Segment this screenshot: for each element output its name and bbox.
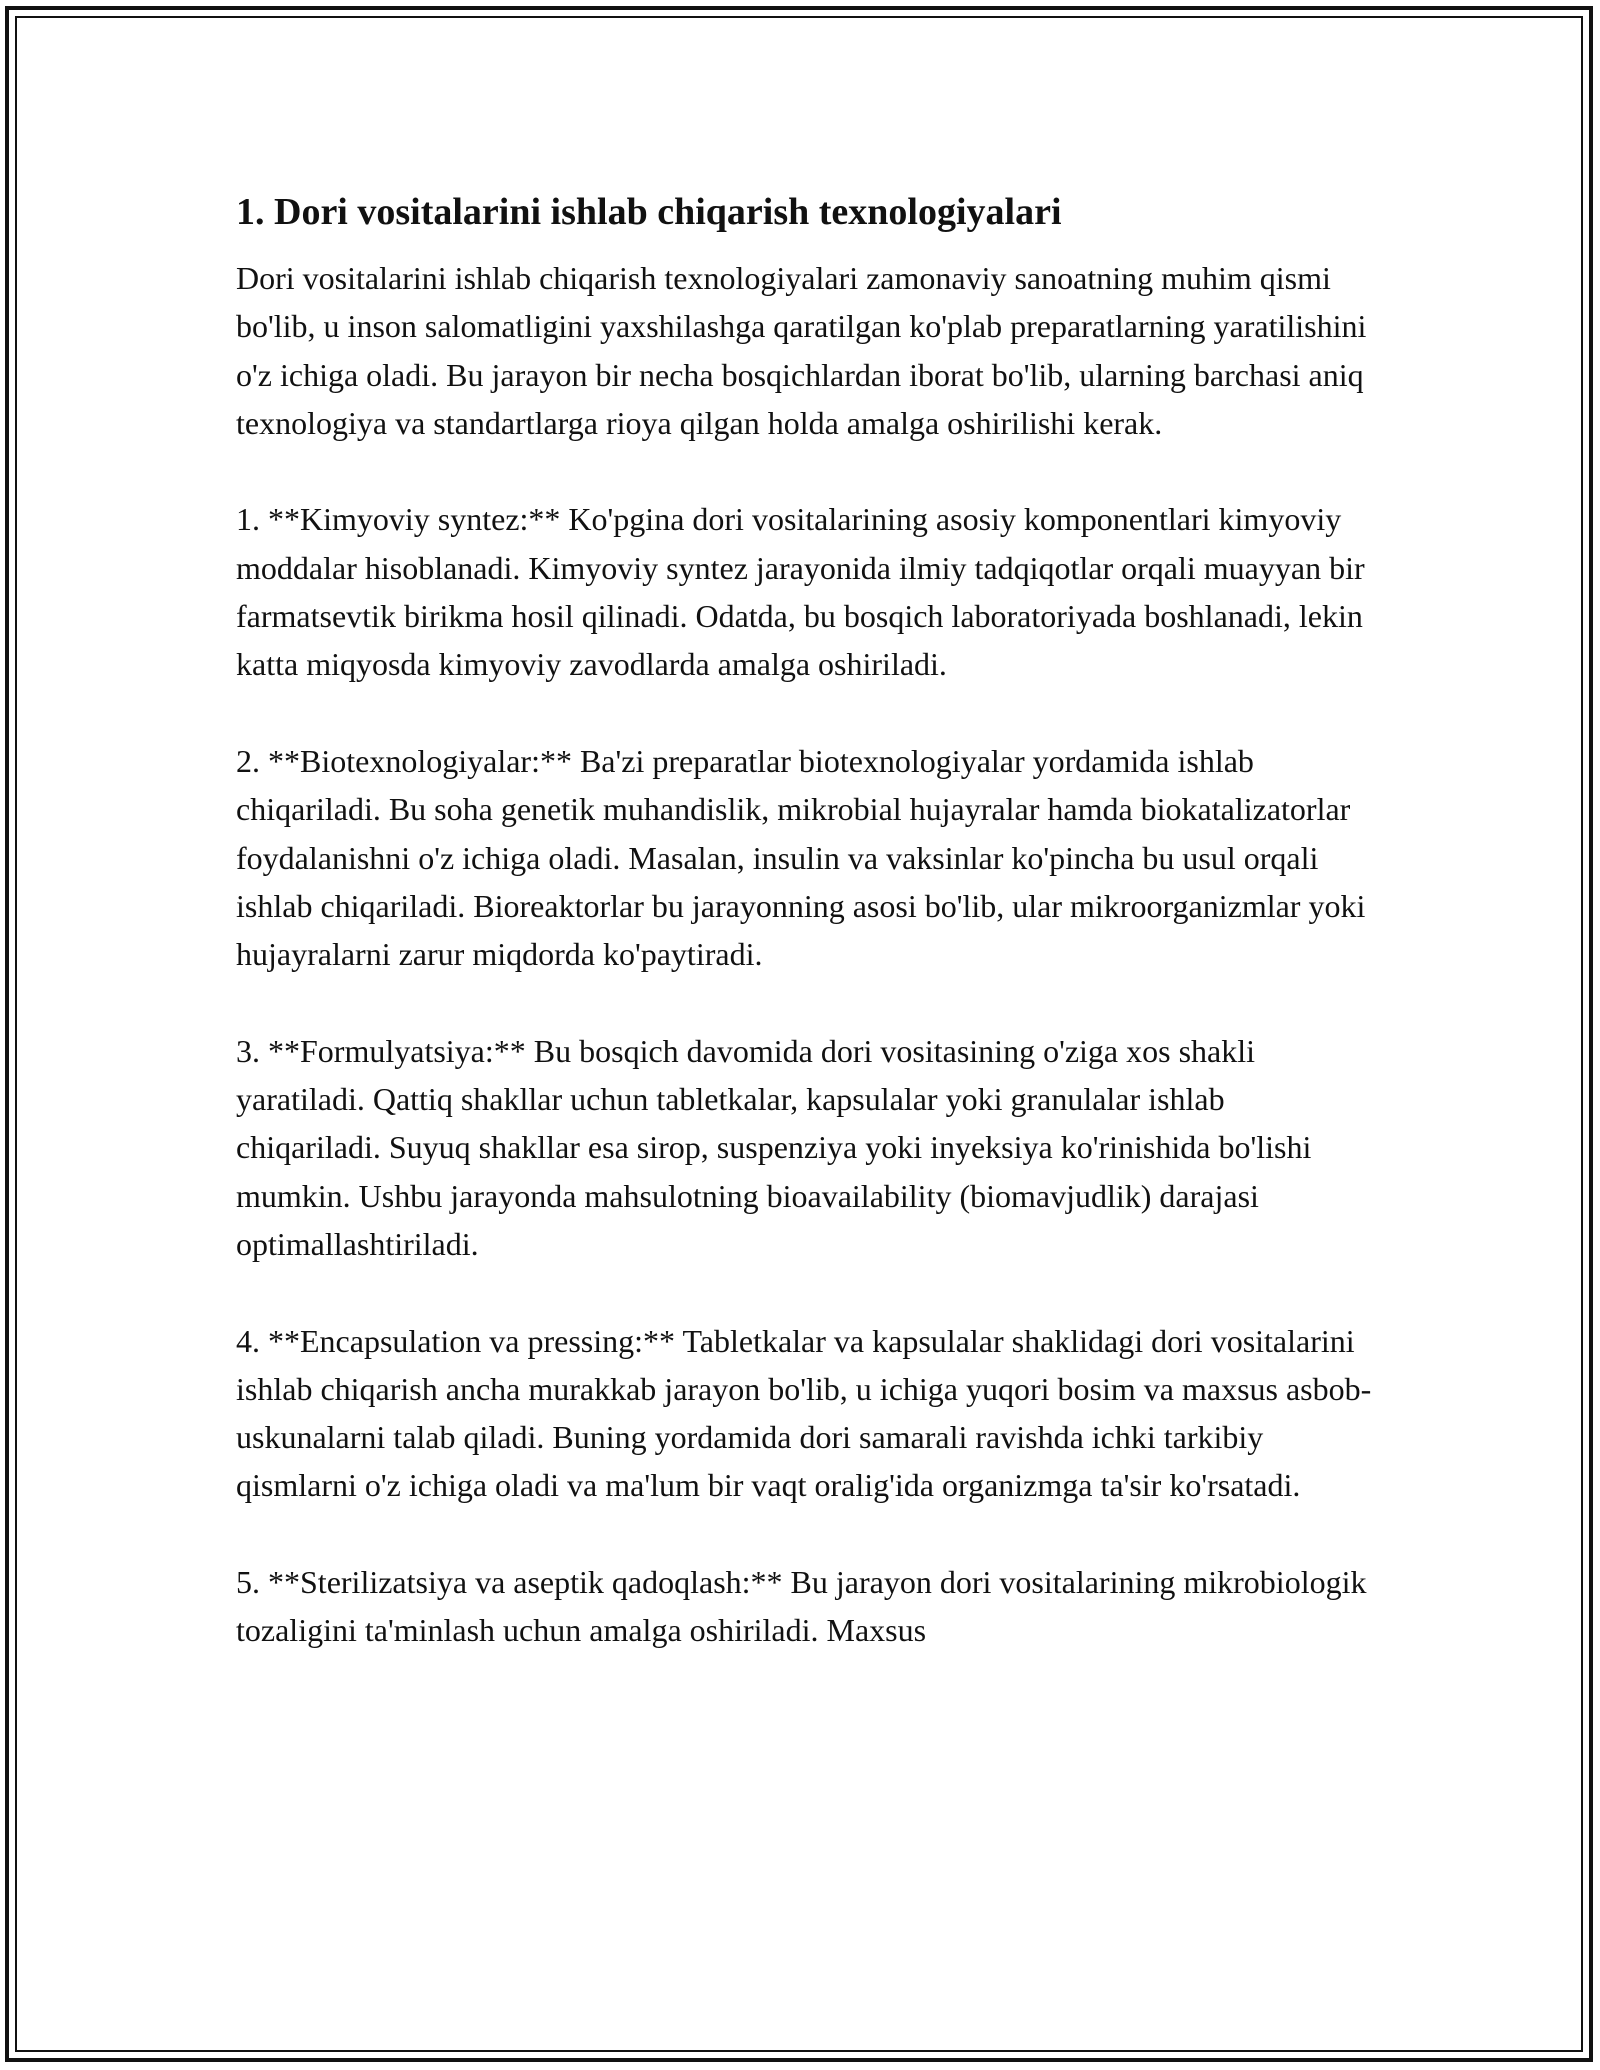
paragraph-encapsulation: 4. **Encapsulation va pressing:** Tabletkalar va kapsulalar shaklidagi dori vositalarini ishlab chiqarish ancha murakkab jarayon bo'lib, u ichiga yuqori bosim va maxsus asbob-uskunalarni talab qiladi. Buning yordamida dori samarali ravishda ichki tarkibiy qismlarni o'z ichiga oladi va ma'lum bir vaqt oralig'ida organizmga ta'sir ko'rsatadi.	[236, 1322, 1372, 1504]
paragraph-kimyoviy-syntez: 1. **Kimyoviy syntez:** Ko'pgina dori vositalarining asosiy komponentlari kimyoviy moddalar hisoblanadi. Kimyoviy syntez jarayonida ilmiy tadqiqotlar orqali muayyan bir farmatsevtik birikma hosil qilinadi. Odatda, bu bosqich laboratoriyada boshlanadi, lekin katta miqyosda kimyoviy zavodlarda amalga oshiriladi.	[236, 501, 1365, 683]
document-body	[236, 186, 1376, 1703]
paragraph-biotexnologiyalar: 2. **Biotexnologiyalar:** Ba'zi preparatlar biotexnologiyalar yordamida ishlab chiqariladi. Bu soha genetik muhandislik, mikrobial hujayralar hamda biokatalizatorlar foydalanishni o'z ichiga oladi. Masalan, insulin va vaksinlar ko'pincha bu usul orqali ishlab chiqariladi. Bioreaktorlar bu jarayonning asosi bo'lib, ular mikroorganizmlar yoki hujayralarni zarur miqdorda ko'paytiradi.	[236, 742, 1366, 973]
paragraph-sterilizatsiya: 5. **Sterilizatsiya va aseptik qadoqlash:** Bu jarayon dori vositalarining mikrobiologik tozaligini ta'minlash uchun amalga oshiriladi. Maxsus	[236, 1564, 1367, 1649]
paragraph-intro: Dori vositalarini ishlab chiqarish texnologiyalari zamonaviy sanoatning muhim qismi bo'lib, u inson salomatligini yaxshilashga qaratilgan ko'plab preparatlarning yaratilishini o'z ichiga oladi. Bu jarayon bir necha bosqichlardan iborat bo'lib, ularning barchasi aniq texnologiya va standartlarga rioya qilgan holda amalga oshirilishi kerak.	[236, 260, 1367, 441]
document-title: 1. Dori vositalarini ishlab chiqarish texnologiyalari	[236, 191, 1062, 233]
paragraph-formulyatsiya: 3. **Formulyatsiya:** Bu bosqich davomida dori vositasining o'ziga xos shakli yaratiladi. Qattiq shakllar uchun tabletkalar, kapsulalar yoki granulalar ishlab chiqariladi. Suyuq shakllar esa sirop, suspenziya yoki inyeksiya ko'rinishida bo'lishi mumkin. Ushbu jarayonda mahsulotning bioavailability (biomavjudlik) darajasi optimallashtiriladi.	[236, 1032, 1312, 1262]
